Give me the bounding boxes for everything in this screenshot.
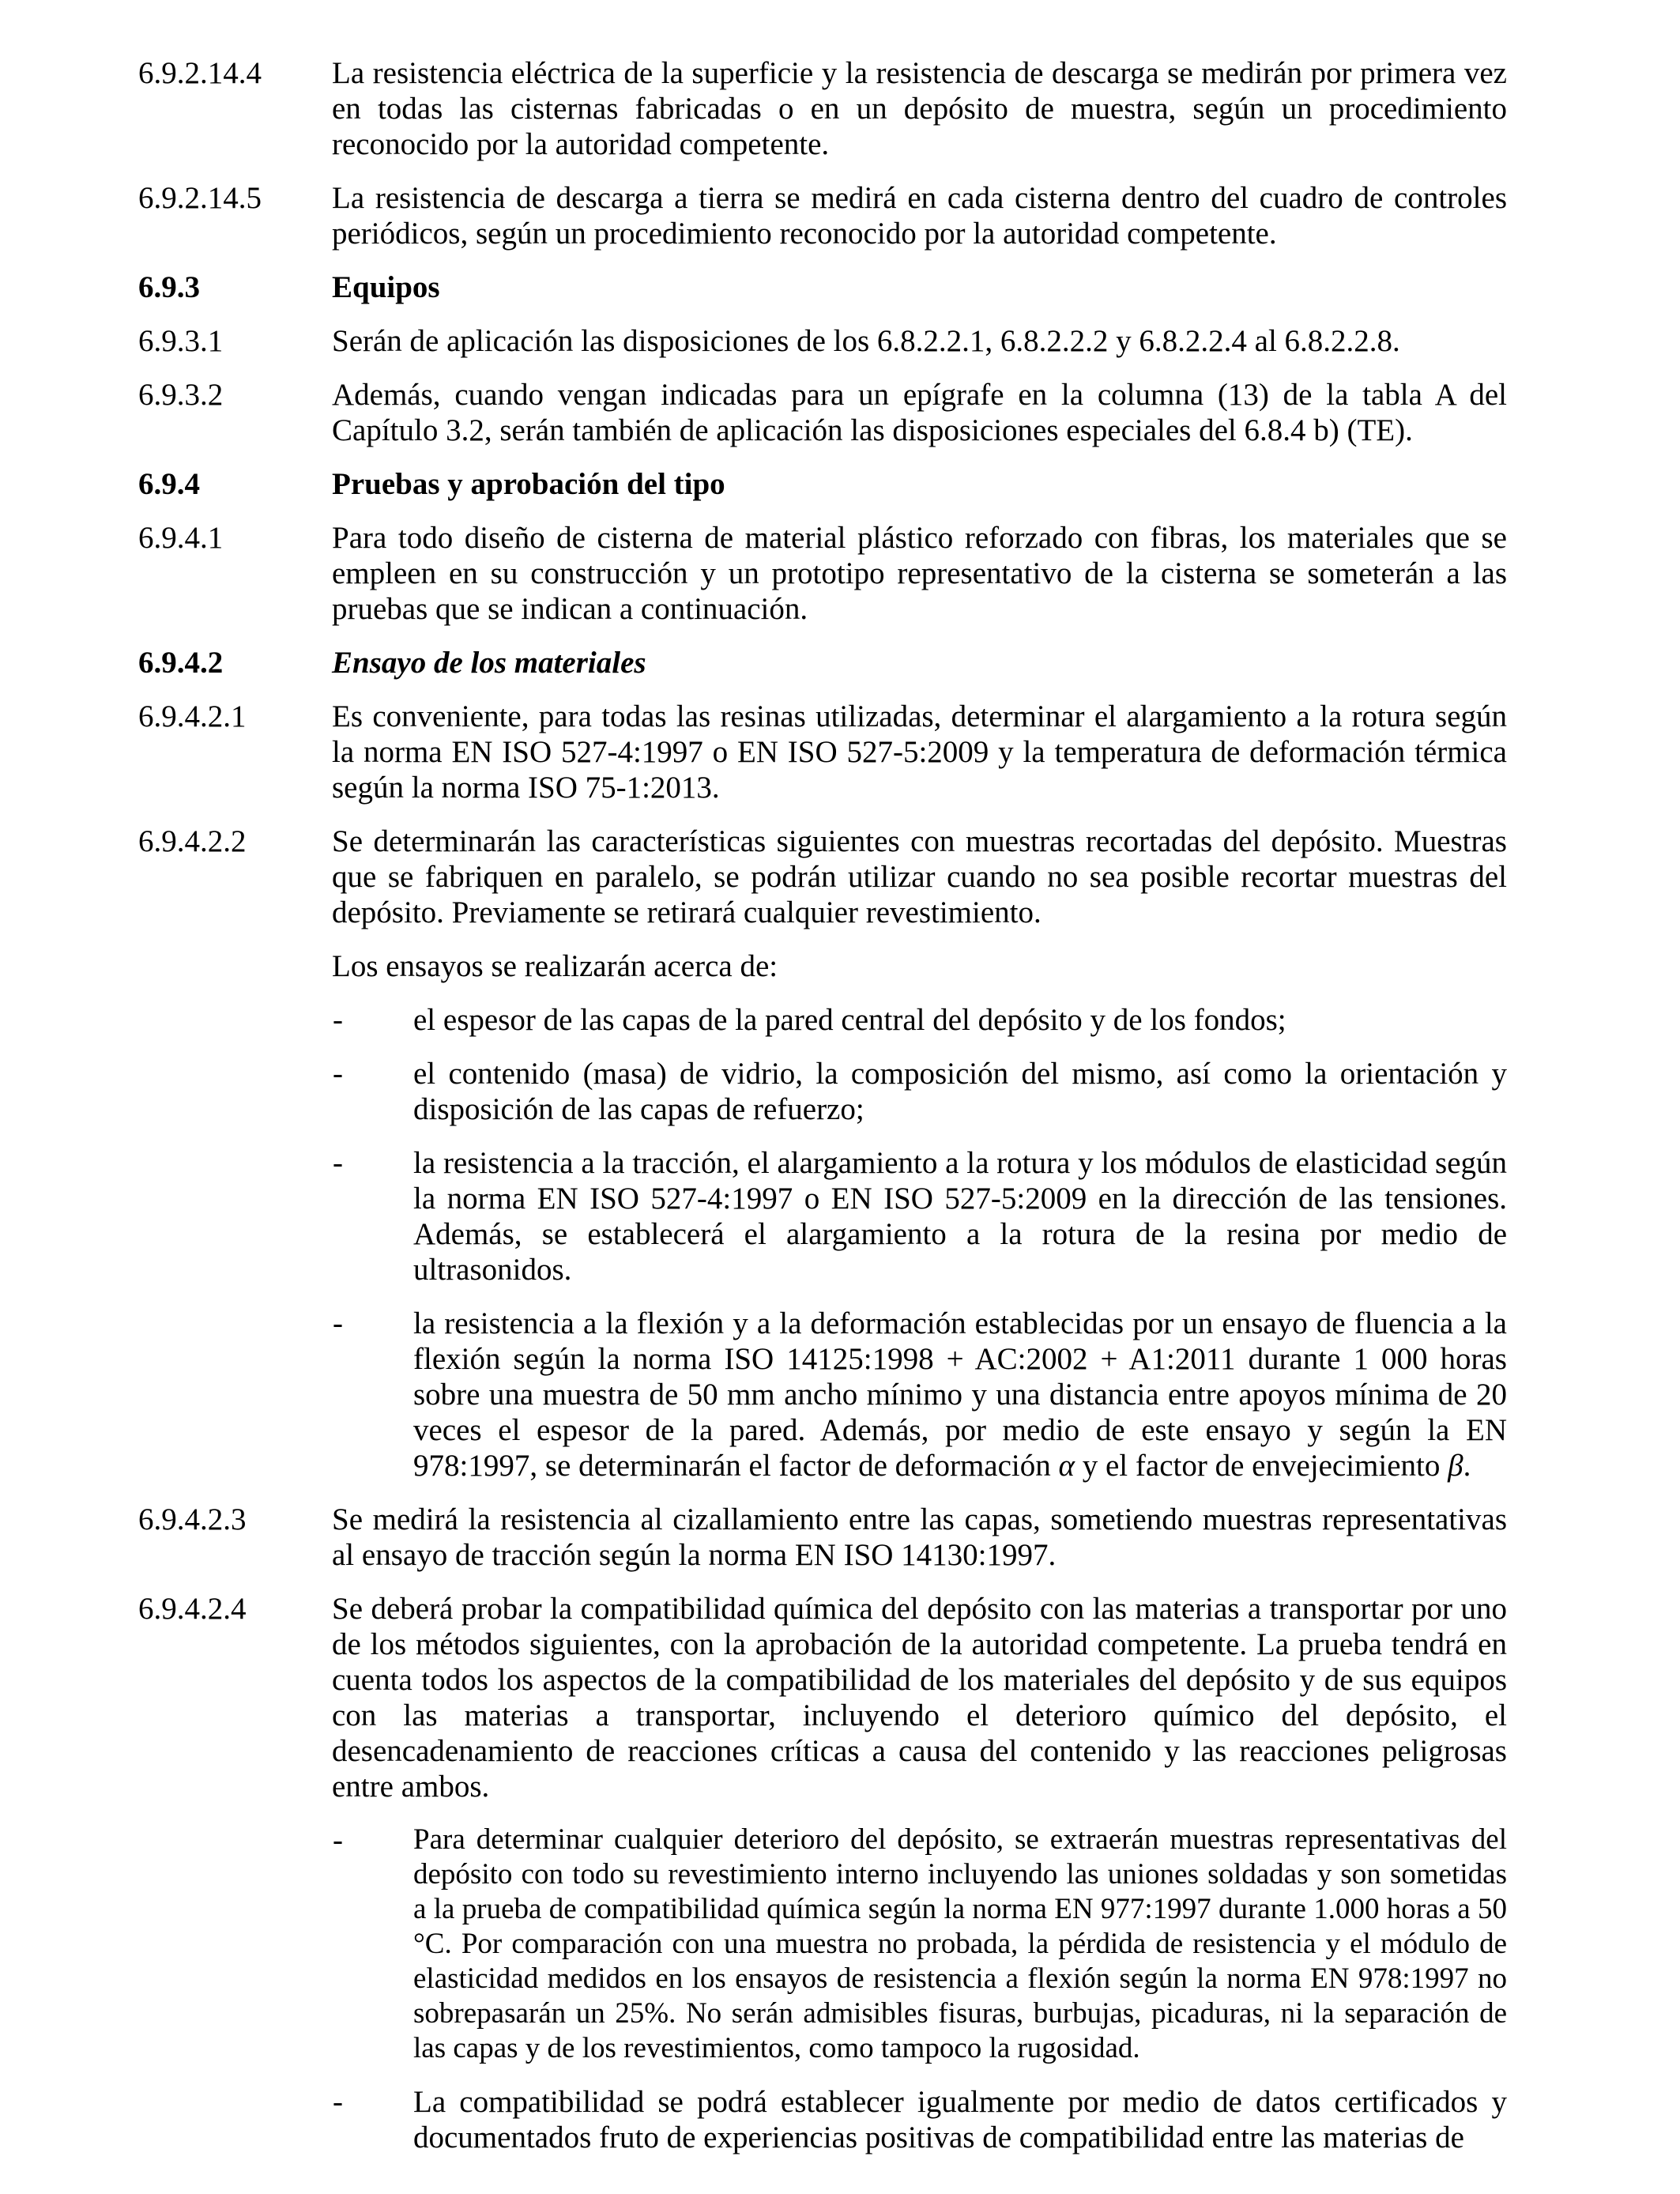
list-dash: - <box>333 1306 343 1340</box>
section-number: 6.9.4.1 <box>138 521 224 555</box>
list-item-text <box>413 1306 1507 1483</box>
list-dash: - <box>333 1003 343 1037</box>
section-number: 6.9.4.2.1 <box>138 699 247 733</box>
beta-symbol: β <box>1448 1449 1463 1483</box>
section-6-9-2-14-5 <box>0 180 1680 251</box>
section-number: 6.9.4.2.4 <box>138 1592 247 1626</box>
section-text: Se deberá probar la compatibilidad química del depósito con las materias a transportar por uno de los métodos siguientes, con la aprobación de la autoridad competente. La prueba tendrá en cuenta todos los aspectos de la compatibilidad de los materiales del depósito y de sus equipos con las materias a transportar, incluyendo el deterioro químico del depósito, el desencadenamiento de reacciones críticas a causa del contenido y las reacciones peligrosas entre ambos. <box>332 1592 1507 1804</box>
alpha-symbol: α <box>1058 1449 1075 1483</box>
section-number: 6.9.4.2.2 <box>138 824 247 858</box>
list-item <box>0 2084 1680 2155</box>
section-text: Serán de aplicación las disposiciones de los 6.8.2.2.1, 6.8.2.2.2 y 6.8.2.2.4 al 6.8.2.2.8. <box>332 324 1400 358</box>
section-number: 6.9.4.2 <box>138 646 224 680</box>
heading-6-9-4 <box>0 466 1680 502</box>
list-item-text: Para determinar cualquier deterioro del depósito, se extraerán muestras representativas del depósito con todo su revestimiento interno incluyendo las uniones soldadas y son sometidas a la prueba de compatibilidad química según la norma EN 977:1997 durante 1.000 horas a 50 °C. Por comparación con una muestra no probada, la pérdida de resistencia y el módulo de elasticidad medidos en los ensayos de resistencia a flexión según la norma EN 978:1997 no sobrepasarán un 25%. No serán admisibles fisuras, burbujas, picaduras, ni la separación de las capas y de los revestimientos, como tampoco la rugosidad. <box>413 1823 1507 2064</box>
flexion-text: la resistencia a la flexión y a la deformación establecidas por un ensayo de fluencia a la flexión según la norma ISO 14125:1998 + AC:2002 + A1:2011 durante 1 000 horas sobre una muestra de 50 mm ancho mínimo y una distancia entre apoyos mínima de 20 veces el espesor de la pared. Además, por medio de este ensayo y según la EN 978:1997, se determinarán el factor de deformación <box>413 1306 1507 1483</box>
section-text: Se medirá la resistencia al cizallamiento entre las capas, sometiendo muestras representativas al ensayo de tracción según la norma EN ISO 14130:1997. <box>332 1502 1507 1572</box>
section-text: Para todo diseño de cisterna de material plástico reforzado con fibras, los materiales que se empleen en su construcción y un prototipo representativo de la cisterna se someterán a las pruebas que se indican a continuación. <box>332 521 1507 626</box>
section-number: 6.9.4.2.3 <box>138 1502 247 1536</box>
list-item-text: el espesor de las capas de la pared central del depósito y de los fondos; <box>413 1003 1286 1037</box>
list-dash: - <box>333 1146 343 1180</box>
section-6-9-4-2-4 <box>0 1591 1680 1804</box>
section-6-9-4-2-2 <box>0 824 1680 930</box>
section-6-9-3-2 <box>0 377 1680 448</box>
section-text: Se determinarán las características siguientes con muestras recortadas del depósito. Muestras que se fabriquen en paralelo, se podrán utilizar cuando no sea posible recortar muestras del depósito. Previamente se retirará cualquier revestimiento. <box>332 824 1507 929</box>
section-number: 6.9.3 <box>138 270 200 304</box>
section-heading: Equipos <box>332 270 440 304</box>
section-6-9-4-1 <box>0 520 1680 627</box>
section-6-9-3-1 <box>0 323 1680 359</box>
list-dash: - <box>333 1823 343 1857</box>
list-item-text: el contenido (masa) de vidrio, la composición del mismo, así como la orientación y disposición de las capas de refuerzo; <box>413 1057 1507 1126</box>
flexion-end: . <box>1463 1449 1471 1483</box>
section-6-9-4-2-3 <box>0 1502 1680 1573</box>
section-number: 6.9.3.1 <box>138 324 224 358</box>
heading-6-9-3 <box>0 270 1680 305</box>
list-item <box>0 1056 1680 1127</box>
section-text: La resistencia de descarga a tierra se medirá en cada cisterna dentro del cuadro de controles periódicos, según un procedimiento reconocido por la autoridad competente. <box>332 181 1507 251</box>
section-text: Además, cuando vengan indicadas para un epígrafe en la columna (13) de la tabla A del Capítulo 3.2, serán también de aplicación las disposiciones especiales del 6.8.4 b) (TE). <box>332 378 1507 447</box>
flexion-mid: y el factor de envejecimiento <box>1075 1449 1448 1483</box>
section-number: 6.9.2.14.5 <box>138 181 262 215</box>
list-item <box>0 1145 1680 1287</box>
section-number: 6.9.3.2 <box>138 378 224 412</box>
list-item-text: La compatibilidad se podrá establecer igualmente por medio de datos certificados y documentados fruto de experiencias positivas de compatibilidad entre las materias de <box>413 2085 1507 2154</box>
list-dash: - <box>333 2085 343 2119</box>
list-dash: - <box>333 1057 343 1091</box>
section-text: La resistencia eléctrica de la superficie y la resistencia de descarga se medirán por primera vez en todas las cisternas fabricadas o en un depósito de muestra, según un procedimiento reconocido por la autoridad competente. <box>332 56 1507 161</box>
list-item-text: la resistencia a la tracción, el alargamiento a la rotura y los módulos de elasticidad según la norma EN ISO 527-4:1997 o EN ISO 527-5:2009 en la dirección de las tensiones. Además, se establecerá el alargamiento a la rotura de la resina por medio de ultrasonidos. <box>413 1146 1507 1287</box>
section-heading: Pruebas y aprobación del tipo <box>332 467 725 501</box>
section-6-9-4-2-1 <box>0 699 1680 805</box>
heading-6-9-4-2 <box>0 645 1680 680</box>
list-item <box>0 1306 1680 1483</box>
tests-intro: Los ensayos se realizarán acerca de: <box>332 949 778 983</box>
list-item <box>0 1002 1680 1038</box>
section-heading: Ensayo de los materiales <box>332 646 646 680</box>
section-6-9-2-14-4 <box>0 55 1680 162</box>
section-number: 6.9.2.14.4 <box>138 56 262 90</box>
section-text: Es conveniente, para todas las resinas utilizadas, determinar el alargamiento a la rotura según la norma EN ISO 527-4:1997 o EN ISO 527-5:2009 y la temperatura de deformación térmica según la norma ISO 75-1:2013. <box>332 699 1507 805</box>
section-number: 6.9.4 <box>138 467 200 501</box>
list-item <box>0 1823 1680 2066</box>
